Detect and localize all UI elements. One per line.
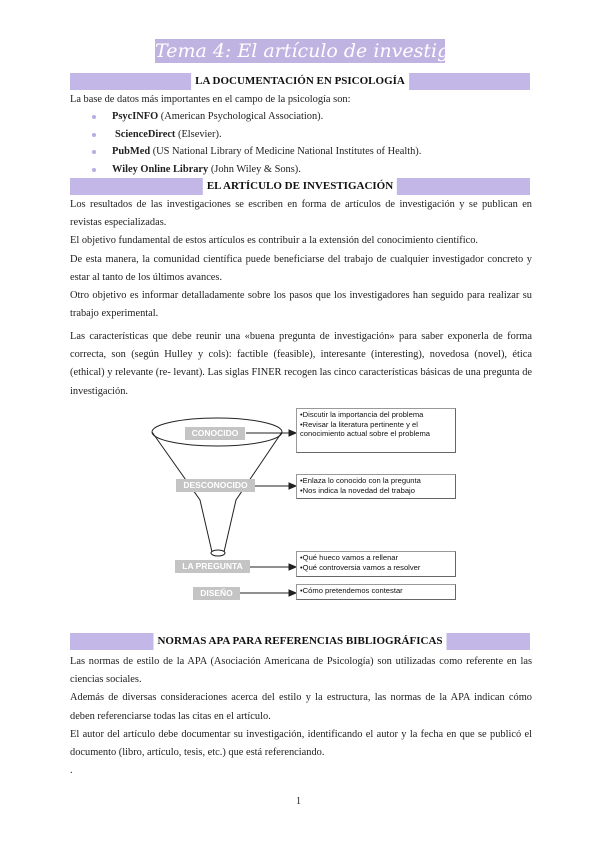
paragraph: Las normas de estilo de la APA (Asociación Americana de Psicología) son utilizadas como referente en las ciencias sociales. [70, 656, 532, 686]
bullet-icon [92, 133, 96, 137]
paragraph: De esta manera, la comunidad científica puede beneficiarse del trabajo de cualquier investigador concreto y estar al tanto de los últimos avances. [70, 253, 532, 283]
label-diseno: DISEÑO [193, 587, 240, 600]
db-desc: (American Psychological Association). [158, 111, 324, 122]
document-title: Tema 4: El artículo de investigación [155, 40, 501, 62]
list-item [70, 126, 421, 144]
db-desc: (US National Library of Medicine National Institutes of Health). [150, 146, 422, 158]
section-heading-documentacion [70, 73, 530, 90]
label-conocido: CONOCIDO [185, 427, 245, 440]
heading-text: EL ARTÍCULO DE INVESTIGACIÓN [203, 178, 397, 195]
box-conocido [296, 408, 456, 453]
label-desconocido: DESCONOCIDO [176, 479, 255, 492]
bullet-icon [92, 115, 96, 119]
list-item [70, 161, 421, 179]
list-item [70, 143, 421, 161]
box-line: •Enlaza lo conocido con la pregunta [300, 476, 421, 485]
section-heading-articulo [70, 178, 530, 195]
funnel-spout [211, 550, 225, 556]
db-name: Wiley Online Library [112, 163, 209, 175]
box-line: •Discutir la importancia del problema [300, 410, 424, 419]
box-line: •Revisar la literatura pertinente y el conocimiento actual sobre el problema [300, 419, 431, 439]
intro-text [70, 91, 532, 109]
db-desc: (John Wiley & Sons). [208, 163, 301, 175]
box-line: •Nos indica la novedad del trabajo [300, 485, 415, 495]
funnel-body [152, 432, 282, 552]
box-desconocido [296, 474, 456, 499]
db-desc: (Elsevier). [175, 128, 222, 140]
section-heading-apa [70, 633, 530, 650]
page-number: 1 [296, 796, 301, 807]
database-list [70, 108, 421, 178]
box-pregunta [296, 551, 456, 577]
intro-paragraph: La base de datos más importantes en el campo de la psicología son: [70, 94, 351, 105]
box-line: •Cómo pretendemos contestar [300, 586, 403, 595]
box-diseno [296, 584, 456, 600]
box-line: •Qué hueco vamos a rellenar [300, 553, 399, 562]
box-line: •Qué controversia vamos a resolver [300, 562, 421, 572]
paragraph: Las características que debe reunir una «buena pregunta de investigación» para saber exponerla de forma correcta, son (según Hulley y cols): factible (feasible), interesante (interesting), novedosa (novel), ética (ethical) y relevante (re- levant). Las siglas FINER recogen las cinco características básicas de una pregunta de investigación. [70, 331, 532, 397]
paragraph: El objetivo fundamental de estos artículos es contribuir a la extensión del conocimiento científico. [70, 235, 478, 247]
list-item [70, 108, 421, 126]
article-text [70, 196, 532, 323]
paragraph: El autor del artículo debe documentar su investigación, identificando el autor y la fecha en que se publicó el documento (libro, artículo, tesis, etc.) que está referenciando. [70, 728, 532, 759]
apa-text [70, 653, 532, 780]
db-name: PubMed [112, 146, 151, 158]
finer-text [70, 328, 532, 401]
paragraph: Otro objetivo es informar detalladamente sobre los pasos que los investigadores han seguido para realizar su trabajo experimental. [70, 290, 532, 320]
db-name: PsycINFO [112, 111, 159, 122]
heading-text: NORMAS APA PARA REFERENCIAS BIBLIOGRÁFICAS [153, 633, 446, 650]
paragraph: . [70, 765, 73, 777]
paragraph: Además de diversas consideraciones acerca del estilo y la estructura, las normas de la APA indican cómo deben referenciarse todas las citas en el artículo. [70, 692, 532, 722]
paragraph: Los resultados de las investigaciones se escriben en forma de artículos de investigación y se publican en revistas especializadas. [70, 199, 532, 229]
label-la-pregunta: LA PREGUNTA [175, 560, 250, 573]
db-name: ScienceDirect [115, 128, 176, 140]
bullet-icon [92, 168, 96, 172]
bullet-icon [92, 150, 96, 154]
heading-text: LA DOCUMENTACIÓN EN PSICOLOGÍA [191, 73, 409, 90]
